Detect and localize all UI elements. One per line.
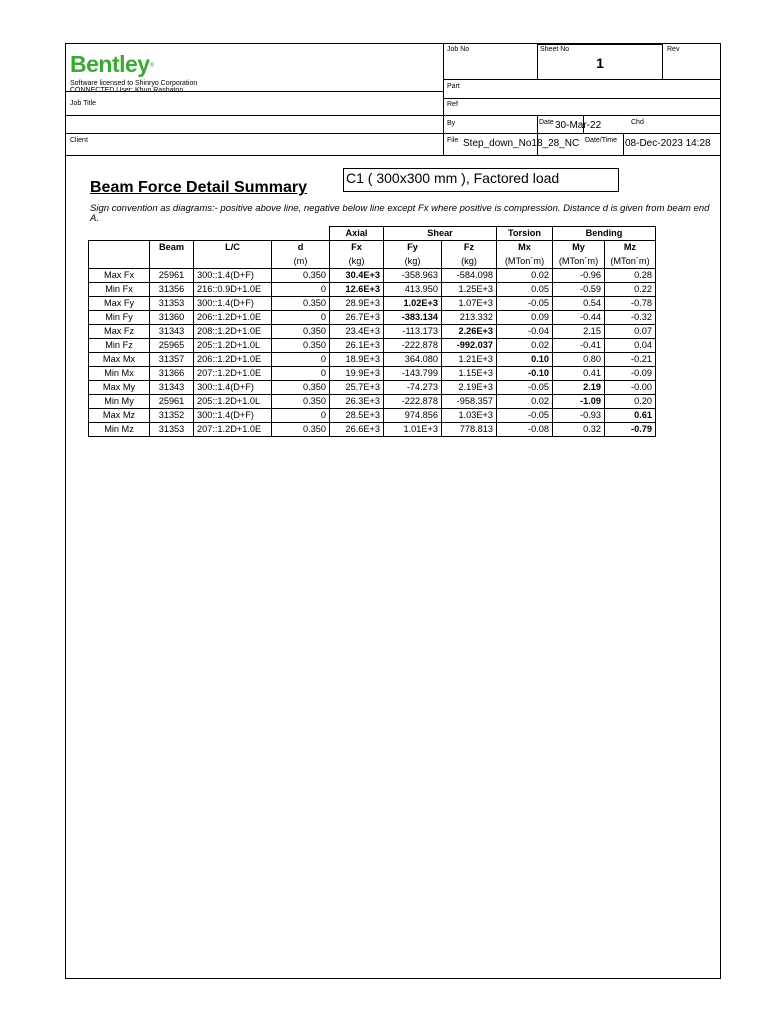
row-label-header [89, 241, 150, 255]
cell-fx: 19.9E+3 [330, 367, 384, 381]
cell-fy: 1.01E+3 [384, 423, 442, 437]
cell-mx: -0.05 [497, 297, 553, 311]
cell-mx: -0.05 [497, 409, 553, 423]
rev-label: Rev [667, 46, 680, 53]
cell-fz: 1.07E+3 [442, 297, 497, 311]
cell-beam: 31352 [150, 409, 194, 423]
cell-mz: 0.61 [605, 409, 656, 423]
cell-mx: -0.04 [497, 325, 553, 339]
date-label: Date [539, 119, 554, 126]
cell-beam: 25961 [150, 269, 194, 283]
unit-cell: (MTon´m) [605, 255, 656, 269]
header-divider [66, 115, 720, 116]
cell-mx: -0.10 [497, 367, 553, 381]
header-divider [443, 44, 444, 155]
table-group-header-row [89, 227, 656, 241]
column-header: Mz [605, 241, 656, 255]
cell-my: 0.54 [553, 297, 605, 311]
column-header: Fx [330, 241, 384, 255]
cell-lc: 207::1.2D+1.0E [194, 367, 272, 381]
sheet-no-label: Sheet No [540, 46, 570, 53]
license-user-line: CONNECTED User: Khun Rashaton [70, 87, 184, 94]
row-label: Max My [89, 381, 150, 395]
cell-d: 0.350 [272, 423, 330, 437]
cell-lc: 206::1.2D+1.0E [194, 353, 272, 367]
cell-fx: 18.9E+3 [330, 353, 384, 367]
cell-d: 0 [272, 367, 330, 381]
group-header-axial: Axial [330, 227, 384, 241]
cell-fy: 974.856 [384, 409, 442, 423]
cell-fy: -222.878 [384, 395, 442, 409]
job-title-label: Job Title [70, 100, 97, 107]
cell-d: 0.350 [272, 297, 330, 311]
header-divider [66, 155, 720, 156]
cell-fy: -358.963 [384, 269, 442, 283]
group-header-shear: Shear [384, 227, 497, 241]
cell-fy: 364.080 [384, 353, 442, 367]
cell-mx: 0.02 [497, 395, 553, 409]
cell-beam: 25965 [150, 339, 194, 353]
cell-mx: 0.09 [497, 311, 553, 325]
column-header: Fy [384, 241, 442, 255]
cell-lc: 300::1.4(D+F) [194, 269, 272, 283]
row-label: Min Mz [89, 423, 150, 437]
cell-my: 0.41 [553, 367, 605, 381]
unit-cell: (kg) [384, 255, 442, 269]
cell-my: -0.93 [553, 409, 605, 423]
row-label: Max Fz [89, 325, 150, 339]
table-row [89, 367, 656, 381]
bentley-logo: Bentley® [70, 51, 154, 77]
cell-fy: -222.878 [384, 339, 442, 353]
table-row [89, 311, 656, 325]
cell-lc: 205::1.2D+1.0L [194, 395, 272, 409]
cell-lc: 300::1.4(D+F) [194, 297, 272, 311]
table-body [89, 269, 656, 437]
column-header: L/C [194, 241, 272, 255]
group-header-torsion: Torsion [497, 227, 553, 241]
table-row [89, 339, 656, 353]
cell-fx: 26.3E+3 [330, 395, 384, 409]
row-label: Min Fz [89, 339, 150, 353]
ref-label: Ref [447, 101, 458, 108]
cell-beam: 31356 [150, 283, 194, 297]
chd-label: Chd [631, 119, 644, 126]
cell-fx: 25.7E+3 [330, 381, 384, 395]
cell-beam: 31360 [150, 311, 194, 325]
unit-cell: (m) [272, 255, 330, 269]
cell-beam: 31353 [150, 297, 194, 311]
cell-fy: 1.02E+3 [384, 297, 442, 311]
cell-lc: 300::1.4(D+F) [194, 409, 272, 423]
cell-fz: 1.25E+3 [442, 283, 497, 297]
cell-beam: 31366 [150, 367, 194, 381]
cell-d: 0.350 [272, 381, 330, 395]
cell-beam: 31353 [150, 423, 194, 437]
cell-my: -0.44 [553, 311, 605, 325]
cell-my: 2.19 [553, 381, 605, 395]
cell-lc: 208::1.2D+1.0E [194, 325, 272, 339]
blank-header-cell [89, 227, 330, 241]
date-value: 30-Mar-22 [555, 120, 602, 131]
cell-mz: -0.32 [605, 311, 656, 325]
cell-my: -0.59 [553, 283, 605, 297]
table-row [89, 381, 656, 395]
cell-fy: 413.950 [384, 283, 442, 297]
datetime-value: 08-Dec-2023 14:28 [625, 138, 711, 149]
cell-my: 0.32 [553, 423, 605, 437]
cell-mx: -0.08 [497, 423, 553, 437]
cell-fy: -383.134 [384, 311, 442, 325]
header-divider [66, 133, 720, 134]
table-row [89, 423, 656, 437]
row-label-unit [89, 255, 150, 269]
cell-fz: 778.813 [442, 423, 497, 437]
cell-mz: 0.07 [605, 325, 656, 339]
cell-fy: -113.173 [384, 325, 442, 339]
cell-d: 0 [272, 283, 330, 297]
cell-mz: -0.79 [605, 423, 656, 437]
cell-fy: -74.273 [384, 381, 442, 395]
row-label: Max Mx [89, 353, 150, 367]
unit-cell: (kg) [330, 255, 384, 269]
cell-fx: 23.4E+3 [330, 325, 384, 339]
table-row [89, 325, 656, 339]
cell-fz: 1.21E+3 [442, 353, 497, 367]
cell-d: 0 [272, 311, 330, 325]
cell-fz: 1.15E+3 [442, 367, 497, 381]
column-header: My [553, 241, 605, 255]
cell-mz: -0.00 [605, 381, 656, 395]
cell-fx: 12.6E+3 [330, 283, 384, 297]
row-label: Max Fx [89, 269, 150, 283]
unit-cell [150, 255, 194, 269]
unit-cell [194, 255, 272, 269]
header-divider [443, 98, 720, 99]
part-label: Part [447, 83, 460, 90]
cell-mz: -0.09 [605, 367, 656, 381]
cell-my: -1.09 [553, 395, 605, 409]
cell-my: 2.15 [553, 325, 605, 339]
job-no-label: Job No [447, 46, 470, 53]
cell-beam: 25961 [150, 395, 194, 409]
cell-fz: -992.037 [442, 339, 497, 353]
row-label: Max Mz [89, 409, 150, 423]
table-row [89, 269, 656, 283]
cell-mz: 0.28 [605, 269, 656, 283]
table-row [89, 297, 656, 311]
cell-mz: -0.21 [605, 353, 656, 367]
row-label: Max Fy [89, 297, 150, 311]
cell-d: 0 [272, 409, 330, 423]
cell-beam: 31343 [150, 325, 194, 339]
row-label: Min Fy [89, 311, 150, 325]
cell-my: -0.96 [553, 269, 605, 283]
cell-fz: 1.03E+3 [442, 409, 497, 423]
header-divider [623, 133, 624, 155]
cell-mz: 0.04 [605, 339, 656, 353]
file-value: Step_down_No18_28_NC [463, 138, 580, 149]
sheet-no-value: 1 [596, 55, 604, 71]
unit-cell: (kg) [442, 255, 497, 269]
beam-force-table [88, 226, 656, 437]
file-label: File [447, 137, 459, 144]
unit-cell: (MTon´m) [553, 255, 605, 269]
sheet-no-box [537, 44, 663, 80]
cell-mx: 0.02 [497, 269, 553, 283]
table-row [89, 395, 656, 409]
member-subtitle: C1 ( 300x300 mm ), Factored load [343, 168, 619, 192]
cell-fx: 28.5E+3 [330, 409, 384, 423]
cell-my: 0.80 [553, 353, 605, 367]
cell-fy: -143.799 [384, 367, 442, 381]
row-label: Min My [89, 395, 150, 409]
by-label: By [447, 120, 456, 127]
group-header-bending: Bending [553, 227, 656, 241]
cell-fx: 26.7E+3 [330, 311, 384, 325]
cell-fz: 2.19E+3 [442, 381, 497, 395]
cell-fx: 26.6E+3 [330, 423, 384, 437]
sign-convention-note: Sign convention as diagrams:- positive above line, negative below line except Fx where positive is compression. Distance d is given from beam end A. [90, 203, 710, 224]
page-title: Beam Force Detail Summary [90, 179, 307, 196]
cell-mz: 0.20 [605, 395, 656, 409]
cell-fx: 28.9E+3 [330, 297, 384, 311]
datetime-label: Date/Time [585, 137, 618, 144]
cell-lc: 206::1.2D+1.0E [194, 311, 272, 325]
cell-lc: 207::1.2D+1.0E [194, 423, 272, 437]
cell-mx: 0.05 [497, 283, 553, 297]
cell-fx: 30.4E+3 [330, 269, 384, 283]
table-column-header-row [89, 241, 656, 255]
unit-cell: (MTon´m) [497, 255, 553, 269]
cell-mx: 0.10 [497, 353, 553, 367]
table-row [89, 353, 656, 367]
cell-beam: 31343 [150, 381, 194, 395]
cell-fx: 26.1E+3 [330, 339, 384, 353]
client-label: Client [70, 137, 88, 144]
cell-d: 0.350 [272, 325, 330, 339]
cell-fz: 213.332 [442, 311, 497, 325]
cell-fz: -584.098 [442, 269, 497, 283]
row-label: Min Fx [89, 283, 150, 297]
cell-fz: -958.357 [442, 395, 497, 409]
table-row [89, 409, 656, 423]
column-header: Fz [442, 241, 497, 255]
column-header: Mx [497, 241, 553, 255]
license-line: Software licensed to Shinryo Corporation [70, 80, 198, 87]
cell-lc: 216::0.9D+1.0E [194, 283, 272, 297]
cell-d: 0.350 [272, 339, 330, 353]
cell-lc: 205::1.2D+1.0L [194, 339, 272, 353]
cell-lc: 300::1.4(D+F) [194, 381, 272, 395]
calculation-sheet [65, 43, 721, 979]
table-units-row [89, 255, 656, 269]
cell-mz: 0.22 [605, 283, 656, 297]
cell-fz: 2.26E+3 [442, 325, 497, 339]
cell-mx: -0.05 [497, 381, 553, 395]
column-header: Beam [150, 241, 194, 255]
cell-d: 0.350 [272, 269, 330, 283]
cell-d: 0.350 [272, 395, 330, 409]
cell-beam: 31357 [150, 353, 194, 367]
table-row [89, 283, 656, 297]
cell-mz: -0.78 [605, 297, 656, 311]
row-label: Min Mx [89, 367, 150, 381]
cell-mx: 0.02 [497, 339, 553, 353]
cell-my: -0.41 [553, 339, 605, 353]
column-header: d [272, 241, 330, 255]
cell-d: 0 [272, 353, 330, 367]
